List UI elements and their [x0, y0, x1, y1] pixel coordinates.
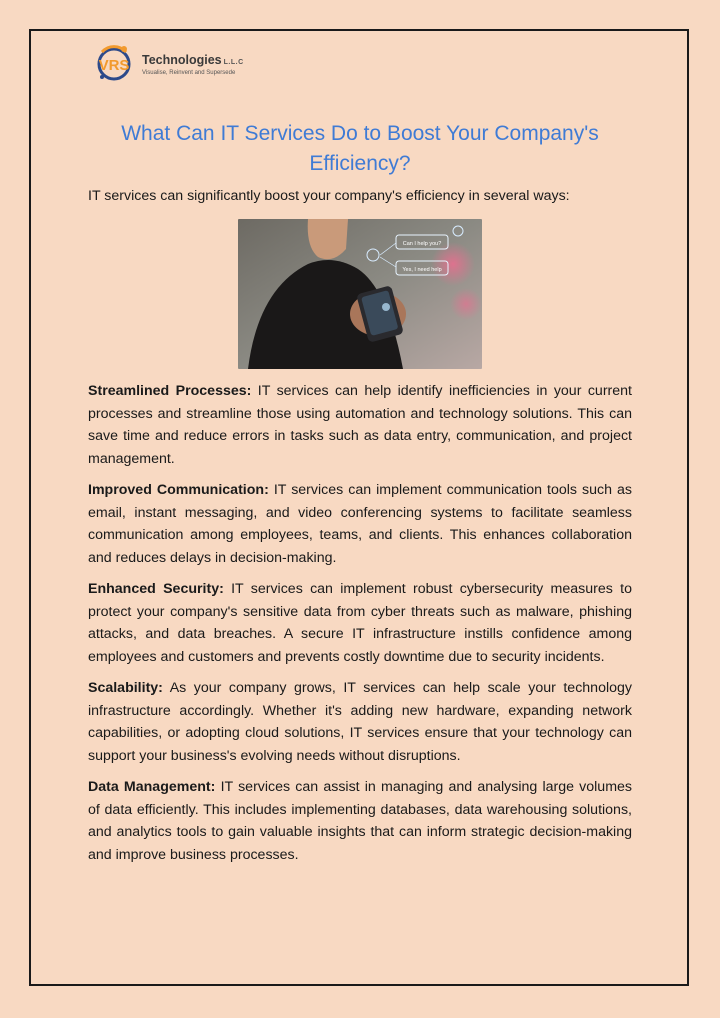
svg-text:VRS: VRS	[98, 57, 130, 74]
article-body	[88, 380, 632, 875]
section-data-management: Data Management: IT services can assist in managing and analysing large volumes of data efficiently. This includes implementing databases, data warehousing solutions, and analytics tools to gain valuable insights that can inform strategic decision-making and improve business processes.	[88, 779, 632, 863]
section-improved-communication: Improved Communication: IT services can implement communication tools such as email, instant messaging, and video conferencing systems to facilitate seamless communication among employees, teams, and clients. This enhances collaboration and reduces delays in decision-making.	[88, 482, 632, 566]
svg-text:Can I help you?: Can I help you?	[402, 241, 442, 247]
logo-suffix: L.L.C	[223, 59, 244, 66]
section-enhanced-security: Enhanced Security: IT services can implement robust cybersecurity measures to protect your company's sensitive data from cyber threats such as malware, phishing attacks, and data breaches. A secure IT infrastructure instills confidence among employees and customers and prevents costly downtime due to security incidents.	[88, 581, 632, 665]
svg-text:Yes, I need help: Yes, I need help	[402, 267, 442, 273]
intro-text: IT services can significantly boost your company's efficiency in several ways:	[88, 188, 570, 204]
company-logo	[88, 42, 244, 86]
vrs-logo-icon	[88, 42, 140, 86]
page-title: What Can IT Services Do to Boost Your Company's Efficiency?	[121, 122, 599, 175]
hero-image	[238, 219, 482, 369]
section-streamlined-processes: Streamlined Processes: IT services can help identify inefficiencies in your current processes and streamline those using automation and technology solutions. This can save time and reduce errors in tasks such as data entry, communication, and project management.	[88, 383, 632, 467]
section-scalability: Scalability: As your company grows, IT services can help scale your technology infrastructure accordingly. Whether it's adding new hardware, expanding network capabilities, or adopting cloud solutions, IT services ensure that your technology can support your business's evolving needs without disruptions.	[88, 680, 632, 764]
logo-tagline: Visualise, Reinvent and Supersede	[142, 70, 236, 76]
logo-name: Technologies	[142, 53, 222, 67]
